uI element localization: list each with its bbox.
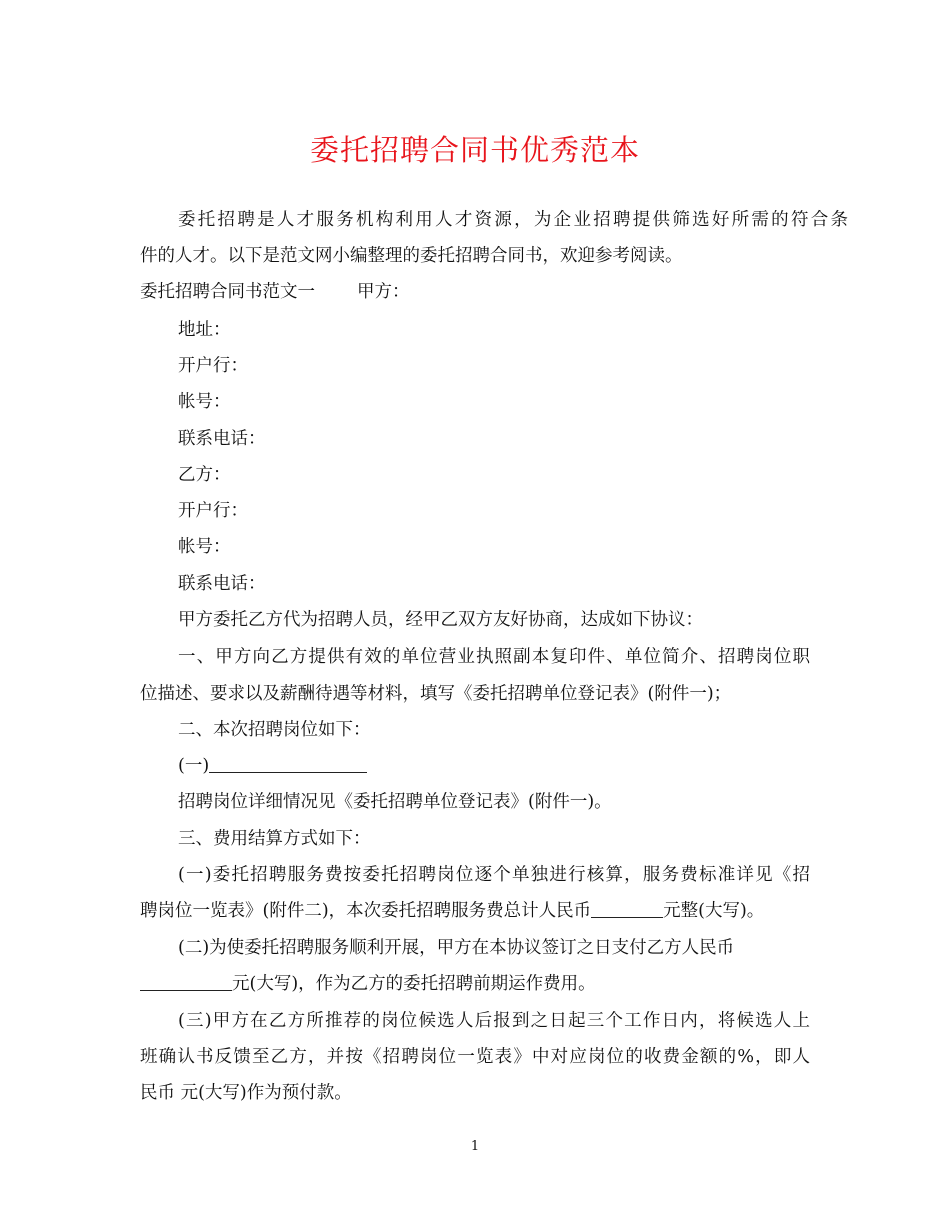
phone-b-label: 联系电话： [178,574,266,594]
document-title: 委托招聘合同书优秀范本 [309,133,640,167]
clause-3-1-suffix: 元整(大写)。 [663,901,765,921]
page-number: 1 [470,1139,480,1154]
clause-3-heading: 三、费用结算方式如下： [178,829,371,849]
section-heading-row [140,280,410,304]
clause-2-note: 招聘岗位详细情况见《委托招聘单位登记表》(附件一)。 [178,792,612,812]
clause-3-3-line-3: 民币 元(大写)作为预付款。 [140,1083,352,1103]
clause-3-1-line-1: (一)委托招聘服务费按委托招聘岗位逐个单独进行核算，服务费标准详见《招 [178,865,810,885]
intro-line-1: 委托招聘是人才服务机构利用人才资源，为企业招聘提供筛选好所需的符合条 [178,210,848,230]
blank-line [209,754,367,773]
clause-3-2-line-1: (二)为使委托招聘服务顺利开展，甲方在本协议签订之日支付乙方人民币 [178,938,735,958]
clause-2-item-label: (一) [178,756,210,776]
section-heading: 委托招聘合同书范文一 [140,282,315,302]
party-b-label: 乙方： [178,465,231,485]
account-b-label: 帐号： [178,537,231,557]
clause-1-line-2: 位描述、要求以及薪酬待遇等材料，填写《委托招聘单位登记表》(附件一)； [140,684,732,704]
blank-line [591,899,663,918]
agreement-intro: 甲方委托乙方代为招聘人员，经甲乙双方友好协商，达成如下协议： [178,610,703,630]
clause-3-1-line-2 [140,899,764,923]
phone-a-label: 联系电话： [178,429,266,449]
clause-3-3-line-1: (三)甲方在乙方所推荐的岗位候选人后报到之日起三个工作日内，将候选人上 [178,1011,810,1031]
address-label: 地址： [178,320,231,340]
clause-3-3-line-2: 班确认书反馈至乙方，并按《招聘岗位一览表》中对应岗位的收费金额的%，即人 [140,1047,810,1067]
clause-3-2-suffix: 元(大写)，作为乙方的委托招聘前期运作费用。 [232,974,596,994]
clause-2-heading: 二、本次招聘岗位如下： [178,720,371,740]
bank-a-label: 开户行： [178,356,248,376]
clause-3-2-line-2 [140,972,596,996]
blank-line [140,972,232,991]
bank-b-label: 开户行： [178,501,248,521]
clause-3-1-text: 聘岗位一览表》(附件二)，本次委托招聘服务费总计人民币 [140,901,592,921]
intro-line-2: 件的人才。以下是范文网小编整理的委托招聘合同书，欢迎参考阅读。 [140,246,683,266]
clause-1-line-1: 一、甲方向乙方提供有效的单位营业执照副本复印件、单位简介、招聘岗位职 [178,647,810,667]
account-a-label: 帐号： [178,392,231,412]
clause-2-item [178,754,367,778]
party-a-label: 甲方： [357,282,410,302]
